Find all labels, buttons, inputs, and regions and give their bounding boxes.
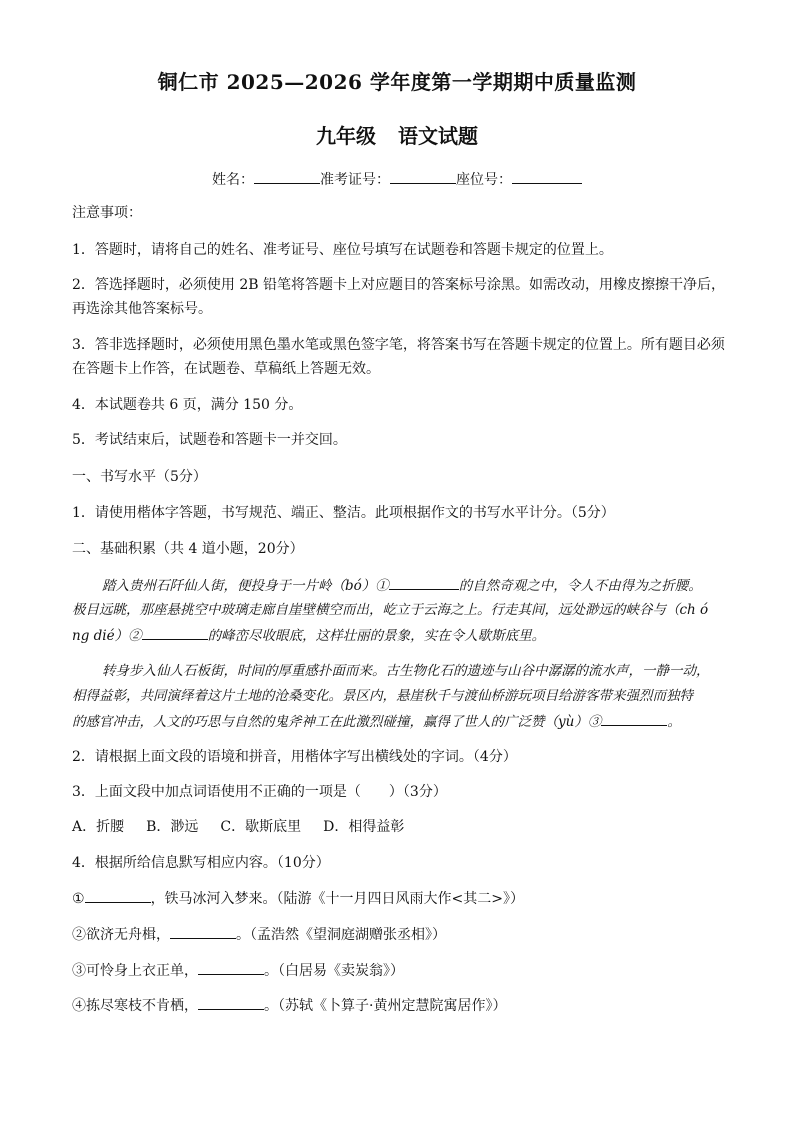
recite-blank-1[interactable] xyxy=(85,888,151,903)
question-2: 2．请根据上面文段的语境和拼音，用楷体字写出横线处的字词。（4分） xyxy=(72,749,517,765)
passage-text: 的感官冲击，人文的巧思与自然的鬼斧神工在此激烈碰撞，赢得了世人的广泛赞（yù）③ xyxy=(72,714,602,730)
section-2-heading: 二、基础积累（共 4 道小题，20分） xyxy=(72,541,304,557)
passage-1-line-3 xyxy=(72,625,732,646)
question-1: 1．请使用楷体字答题，书写规范、端正、整洁。此项根据作文的书写水平计分。（5分） xyxy=(72,505,615,521)
recite-blank-4[interactable] xyxy=(198,995,264,1010)
passage-text: ng dié）② xyxy=(72,628,142,644)
exam-no-blank[interactable] xyxy=(390,168,456,184)
answer-blank-1[interactable] xyxy=(389,575,459,590)
question-4: 4．根据所给信息默写相应内容。（10分） xyxy=(72,855,330,871)
passage-1-line-2: 极目远眺，那座悬挑空中玻璃走廊自崖壁横空而出，屹立于云海之上。行走其间，远处渺远的峡谷与（ch ó xyxy=(72,602,709,618)
recite-item-4 xyxy=(72,995,732,1016)
choice-a[interactable]: A．折腰 xyxy=(72,819,125,835)
recite-blank-3[interactable] xyxy=(198,960,264,975)
recite-text: 。（苏轼《卜算子·黄州定慧院寓居作》） xyxy=(264,998,507,1014)
passage-2-line-1: 转身步入仙人石板街，时间的厚重感扑面而来。古生物化石的遗迹与山谷中潺潺的流水声，一静一动， xyxy=(102,663,710,679)
subject-label: 语文试题 xyxy=(398,124,478,148)
question-3-choices xyxy=(72,817,732,837)
choice-c[interactable]: C．歇斯底里 xyxy=(220,819,302,835)
answer-blank-3[interactable] xyxy=(601,711,667,726)
answer-blank-2[interactable] xyxy=(142,625,208,640)
exam-title: 铜仁市 2025—2026 学年度第一学期期中质量监测 xyxy=(157,70,637,94)
passage-text: 的峰峦尽收眼底，这样壮丽的景象，实在令人歇斯底里。 xyxy=(207,628,546,644)
section-1-heading: 一、书写水平（5分） xyxy=(72,469,207,485)
seat-blank[interactable] xyxy=(512,168,582,184)
recite-text: ②欲济无舟楫， xyxy=(72,927,170,943)
recite-text: ，铁马冰河入梦来。（陆游《十一月四日风雨大作<其二>》） xyxy=(150,891,525,907)
choice-d[interactable]: D．相得益彰 xyxy=(323,819,405,835)
candidate-info xyxy=(0,168,794,189)
passage-text: 踏入贵州石阡仙人街，便投身于一片岭（bó）① xyxy=(102,578,389,594)
recite-item-3 xyxy=(72,960,732,981)
recite-text: 。（白居易《卖炭翁》） xyxy=(264,963,404,979)
notice-item-4: 4．本试题卷共 6 页，满分 150 分。 xyxy=(72,397,303,413)
recite-text: ① xyxy=(72,891,85,907)
recite-text: ④拣尽寒枝不肯栖， xyxy=(72,998,198,1014)
recite-text: ③可怜身上衣正单， xyxy=(72,963,198,979)
notice-item-3-cont: 在答题卡上作答，在试题卷、草稿纸上答题无效。 xyxy=(72,361,380,377)
notice-heading: 注意事项： xyxy=(72,205,142,221)
notice-item-2-cont: 再选涂其他答案标号。 xyxy=(72,301,212,317)
seat-label: 座位号： xyxy=(456,172,512,188)
question-3: 3．上面文段中加点词语使用不正确的一项是（ ）（3分） xyxy=(72,784,447,800)
grade-label: 九年级 xyxy=(316,124,376,148)
recite-text: 。（孟浩然《望洞庭湖赠张丞相》） xyxy=(236,927,446,943)
passage-1-line-1 xyxy=(102,575,732,596)
passage-2-line-2: 相得益彰，共同演绎着这片土地的沧桑变化。景区内，悬崖秋千与渡仙桥游玩项目给游客带来强烈而独特 xyxy=(72,688,693,704)
notice-item-5: 5．考试结束后，试题卷和答题卡一并交回。 xyxy=(72,432,347,448)
choice-b[interactable]: B．渺远 xyxy=(146,819,199,835)
name-blank[interactable] xyxy=(254,168,320,184)
recite-blank-2[interactable] xyxy=(170,924,236,939)
name-label: 姓名： xyxy=(212,172,254,188)
recite-item-2 xyxy=(72,924,732,945)
notice-item-2: 2．答选择题时，必须使用 2B 铅笔将答题卡上对应题目的答案标号涂黑。如需改动，用橡皮擦擦干净后， xyxy=(72,277,726,293)
recite-item-1 xyxy=(72,888,732,909)
exam-subtitle xyxy=(0,120,794,149)
notice-item-1: 1．答题时，请将自己的姓名、准考证号、座位号填写在试题卷和答题卡规定的位置上。 xyxy=(72,242,613,258)
passage-text: 。 xyxy=(667,714,681,730)
passage-text: 的自然奇观之中，令人不由得为之折腰。 xyxy=(458,578,702,594)
passage-2-line-3 xyxy=(72,711,732,732)
notice-item-3: 3．答非选择题时，必须使用黑色墨水笔或黑色签字笔，将答案书写在答题卡规定的位置上。所有题目必须 xyxy=(72,337,725,353)
exam-no-label: 准考证号： xyxy=(320,172,390,188)
